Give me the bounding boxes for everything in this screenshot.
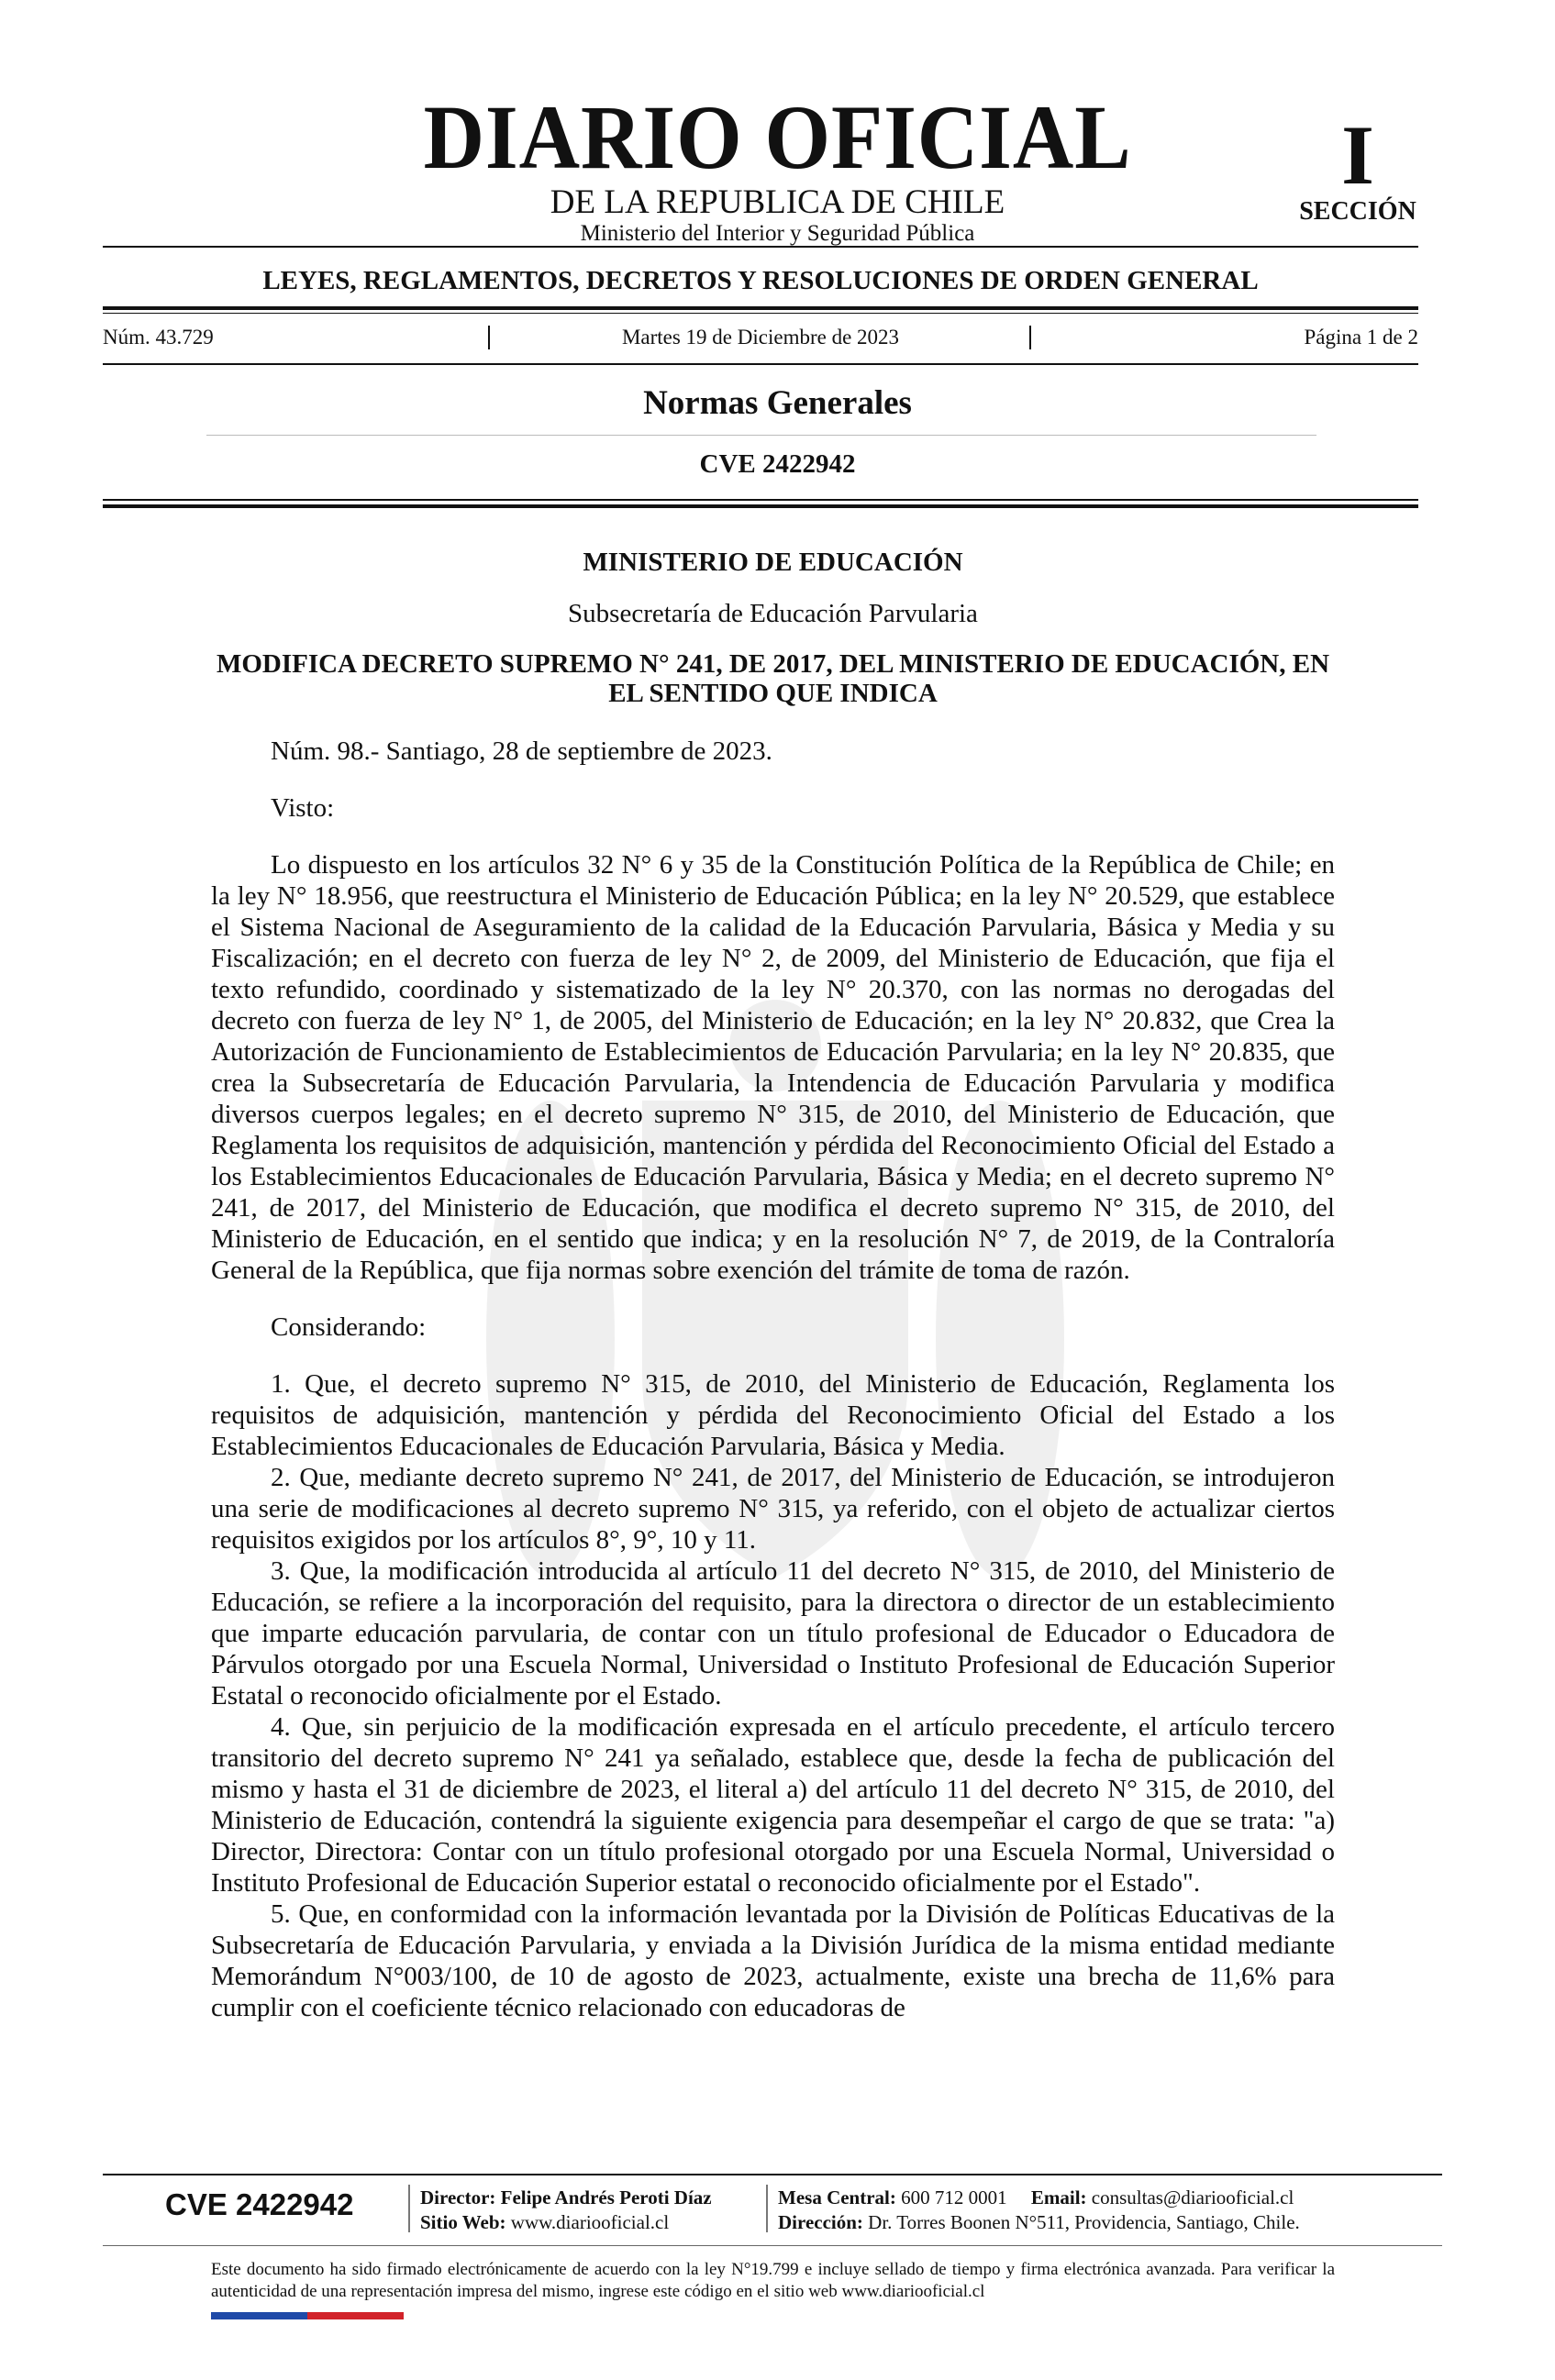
cve-rule-2 [103,504,1418,508]
section-band-title: LEYES, REGLAMENTOS, DECRETOS Y RESOLUCIONES DE ORDEN GENERAL [262,266,1259,295]
cve-code: CVE 2422942 [699,449,856,479]
footer-legal-notice: Este documento ha sido firmado electrónicamente de acuerdo con la ley N°19.799 e incluye sellado de tiempo y firma electrónica avanzada. Para verificar la autenticidad de una representación impresa del mismo, ingrese este código en el sitio web www.diariooficial.cl [211,2260,1335,2301]
publisher-ministry: Ministerio del Interior y Seguridad Pública [580,220,975,246]
header-rule [103,246,1418,248]
flag-blue-segment [211,2312,307,2319]
section-mark [1280,108,1436,227]
decree-number-place: Núm. 98.- Santiago, 28 de septiembre de 2023. [271,736,772,766]
section-label: SECCIÓN [1299,196,1416,226]
email-label: Email: [1030,2186,1087,2208]
page-indicator: Página 1 de 2 [1304,326,1418,349]
ministry-heading: MINISTERIO DE EDUCACIÓN [583,548,963,577]
email-link[interactable]: consultas@diariooficial.cl [1091,2186,1294,2208]
issue-info-row [103,326,1418,349]
considerando-5: 5. Que, en conformidad con la información levantada por la División de Políticas Educativas de la Subsecretaría de Educación Parvularia, y enviada a la División Jurídica de la misma entidad mediante Memorándum N°003/100, de 10 de agosto de 2023, actualmente, existe una brecha de 11,6% para cumplir con el coeficiente técnico relacionado con educadoras de [211,1899,1335,2022]
newspaper-subtitle: DE LA REPUBLICA DE CHILE [550,183,1005,221]
address-label: Dirección: [778,2211,863,2233]
subsecretariat: Subsecretaría de Educación Parvularia [568,599,978,628]
category-title: Normas Generales [643,384,912,422]
issue-rule [103,363,1418,365]
considerando-3: 3. Que, la modificación introducida al artículo 11 del decreto N° 315, de 2010, del Ministerio de Educación, se refiere a la incorporación del requisito, para la directora o director de un establecimiento que imparte educación parvularia, de contar con un título profesional de Educador o Educadora de Párvulos otorgado por una Escuela Normal, Universidad o Instituto Profesional de Educación Superior Estatal o reconocido oficialmente por el Estado. [211,1556,1335,1710]
band-rule-top [103,306,1418,310]
footer-cve: CVE 2422942 [165,2187,354,2221]
footer-rule [103,2174,1442,2175]
document-body [211,547,1335,2023]
section-number: I [1341,108,1374,202]
issue-date: Martes 19 de Diciembre de 2023 [621,326,900,349]
footer-divider [766,2185,768,2232]
footer-divider [408,2185,410,2232]
director-label: Director: [420,2186,496,2208]
decree-title: MODIFICA DECRETO SUPREMO N° 241, DE 2017, DEL MINISTERIO DE EDUCACIÓN, EN EL SENTIDO QUE INDICA [216,649,1330,708]
footer-thin-rule [103,2245,1442,2246]
considerando-1: 1. Que, el decreto supremo N° 315, de 2010, del Ministerio de Educación, Reglamenta los requisitos de adquisición, mantención y pérdida del Reconocimiento Oficial del Estado a los Establecimientos Educacionales de Educación Parvularia, Básica y Media. [211,1369,1335,1461]
category-rule [206,435,1316,436]
phone-label: Mesa Central: [778,2186,896,2208]
phone-number: 600 712 0001 [901,2186,1007,2208]
newspaper-title: DIARIO OFICIAL [423,86,1132,188]
footer-contact-block [778,2186,1300,2235]
chile-flag-strip [211,2312,404,2319]
address-value: Dr. Torres Boonen N°511, Providencia, Santiago, Chile. [868,2211,1300,2233]
director-name: Felipe Andrés Peroti Díaz [500,2186,712,2208]
considerando-heading: Considerando: [271,1312,427,1342]
footer-director-block [420,2186,712,2235]
cve-rule-1 [103,499,1418,501]
issue-number: Núm. 43.729 [103,326,214,349]
visto-paragraph: Lo dispuesto en los artículos 32 N° 6 y 35 de la Constitución Política de la República de Chile; en la ley N° 18.956, que reestructura el Ministerio de Educación Pública; en la ley N° 20.529, que establece el Sistema Nacional de Aseguramiento de la calidad de la Educación Parvularia, Básica y Media y su Fiscalización; en el decreto con fuerza de ley N° 2, de 2009, del Ministerio de Educación, que fija el texto refundido, coordinado y sistematizado de la ley N° 20.370, con las normas no derogadas del decreto con fuerza de ley N° 1, de 2005, del Ministerio de Educación; en la ley N° 20.832, que Crea la Autorización de Funcionamiento de Establecimientos de Educación Parvularia; en la ley N° 20.835, que crea la Subsecretaría de Educación Parvularia, la Intendencia de Educación Parvularia y modifica diversos cuerpos legales; en el decreto supremo N° 315, de 2010, del Ministerio de Educación, que Reglamenta los requisitos de adquisición, mantención y pérdida del Reconocimiento Oficial del Estado a los Establecimientos Educacionales de Educación Parvularia, Básica y Media; en el decreto supremo N° 241, de 2017, del Ministerio de Educación, que modifica el decreto supremo N° 315, de 2010, del Ministerio de Educación, en el sentido que indica; y en la resolución N° 7, de 2019, de la Contraloría General de la República, que fija normas sobre exención del trámite de toma de razón. [211,850,1335,1285]
flag-red-segment [307,2312,404,2319]
considerando-2: 2. Que, mediante decreto supremo N° 241, de 2017, del Ministerio de Educación, se introdujeron una serie de modificaciones al decreto supremo N° 315, ya referido, con el objeto de actualizar ciertos requisitos exigidos por los artículos 8°, 9°, 10 y 11. [211,1463,1335,1555]
website-link[interactable]: www.diariooficial.cl [510,2211,670,2233]
web-label: Sitio Web: [420,2211,506,2233]
considerando-4: 4. Que, sin perjuicio de la modificación expresada en el artículo precedente, el artículo tercero transitorio del decreto supremo N° 241 ya señalado, establece que, desde la fecha de publicación del mismo y hasta el 31 de diciembre de 2023, el literal a) del artículo 11 del decreto N° 315, de 2010, del Ministerio de Educación, contendrá la siguiente exigencia para desempeñar el cargo de que se trata: "a) Director, Directora: Contar con un título profesional otorgado por una Escuela Normal, Universidad o Instituto Profesional de Educación Superior estatal o reconocido oficialmente por el Estado". [211,1712,1335,1898]
visto-heading: Visto: [271,793,335,823]
band-rule-bottom [103,313,1418,314]
